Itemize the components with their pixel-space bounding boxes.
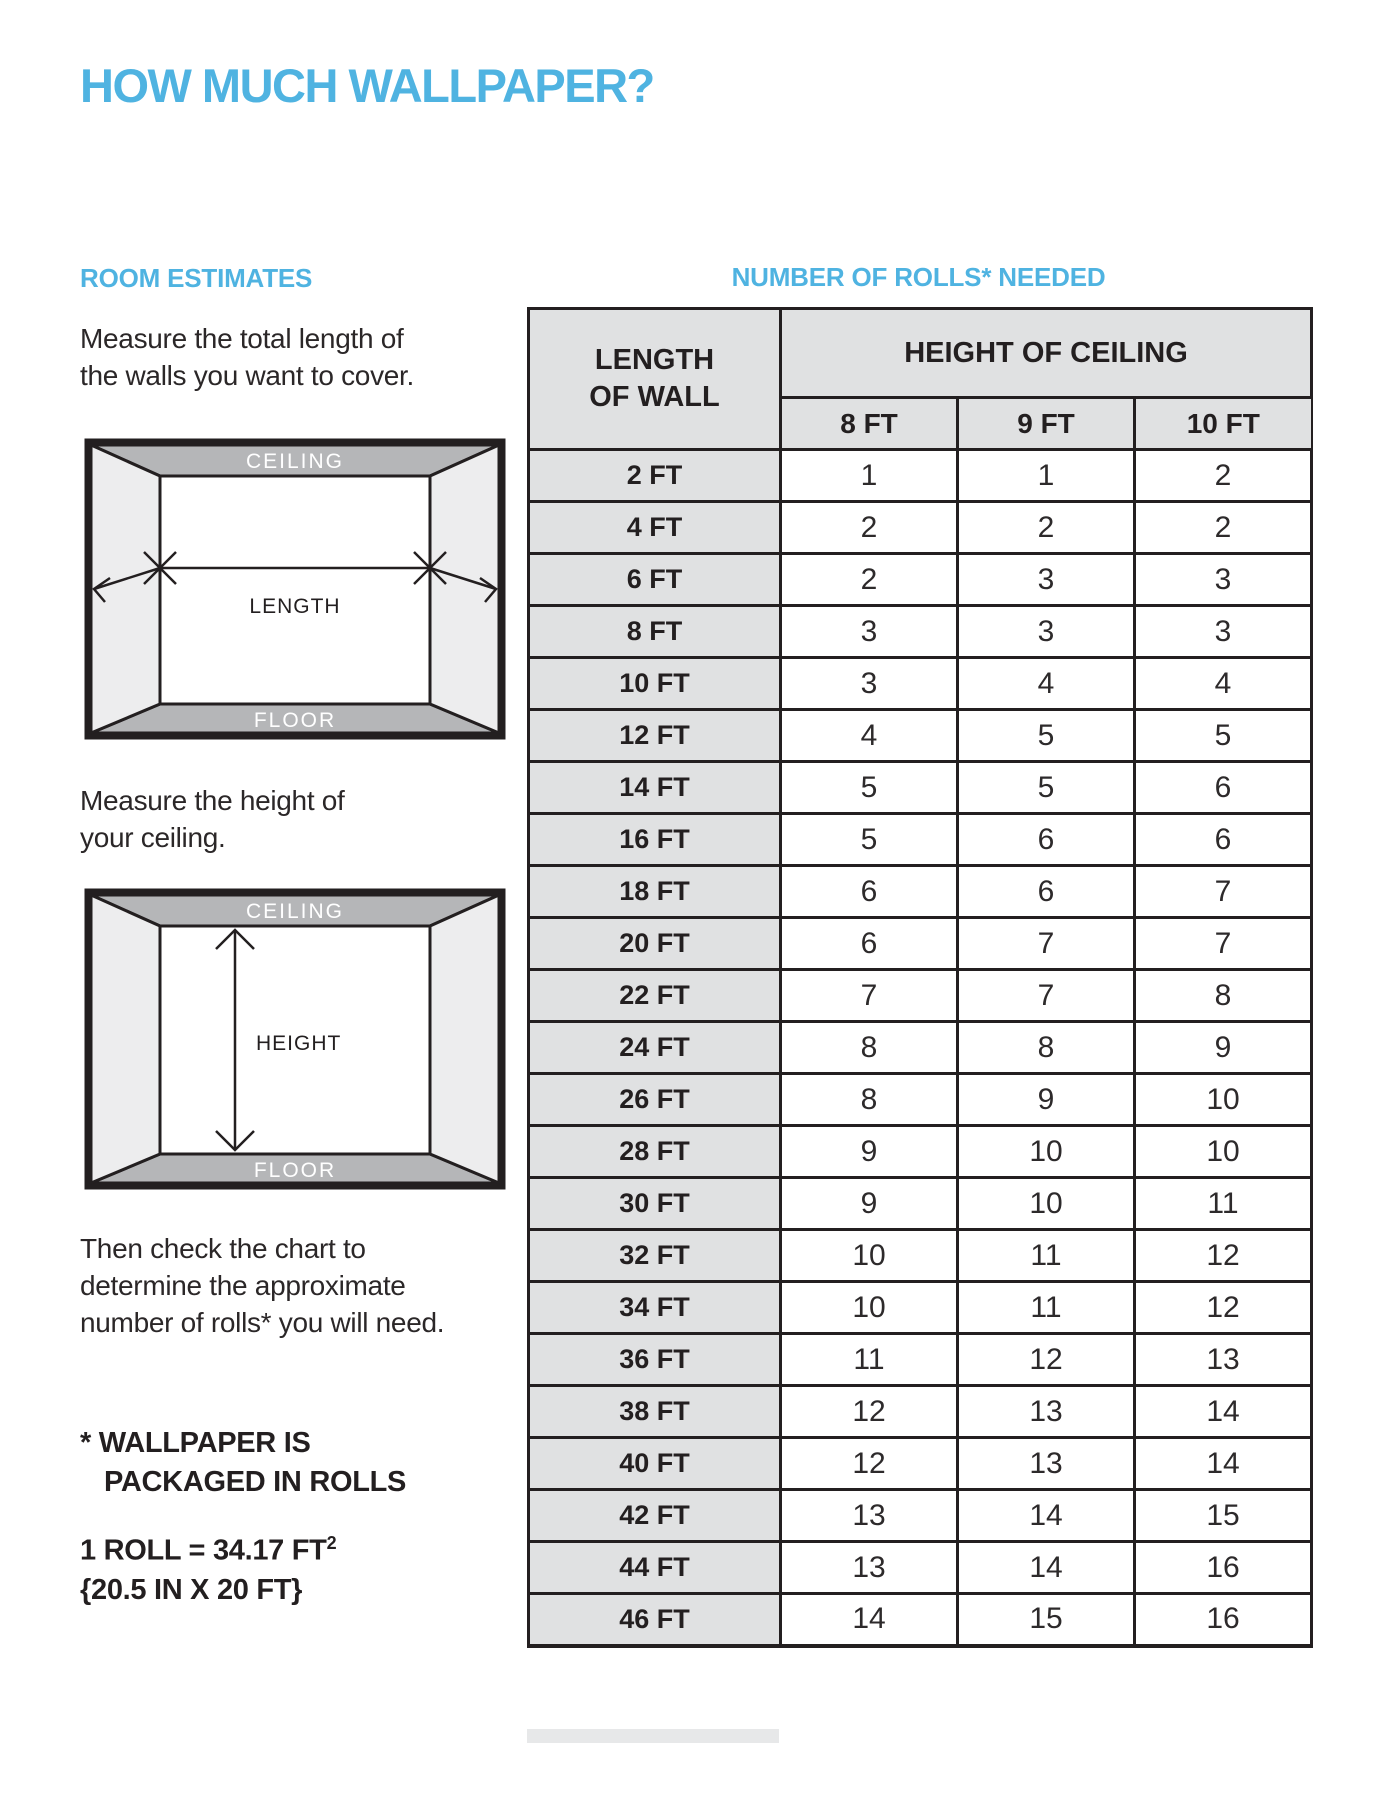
rolls-count-cell: 5 [958, 710, 1135, 762]
wall-length-label: 12 FT [529, 710, 781, 762]
ceiling-label: CEILING [245, 450, 345, 473]
table-row [529, 1334, 1312, 1386]
table-row [529, 1490, 1312, 1542]
room-estimates-heading: ROOM ESTIMATES [80, 263, 313, 293]
rolls-count-cell: 10 [1135, 1074, 1312, 1126]
wall-length-label: 2 FT [529, 450, 781, 502]
wall-length-label: 18 FT [529, 866, 781, 918]
col-header-10ft: 10 FT [1135, 398, 1312, 450]
rolls-count-cell: 10 [1135, 1126, 1312, 1178]
room-height-diagram [84, 888, 506, 1190]
rolls-count-cell: 14 [958, 1542, 1135, 1594]
rolls-count-cell: 3 [958, 554, 1135, 606]
rolls-needed-heading: NUMBER OF ROLLS* NEEDED [731, 262, 1106, 292]
wall-length-label: 30 FT [529, 1178, 781, 1230]
height-label: HEIGHT [256, 1032, 342, 1055]
wall-length-label: 36 FT [529, 1334, 781, 1386]
rolls-count-cell: 4 [958, 658, 1135, 710]
rolls-count-cell: 15 [958, 1594, 1135, 1646]
wall-length-label: 10 FT [529, 658, 781, 710]
wall-length-label: 34 FT [529, 1282, 781, 1334]
instruction-measure-length [80, 320, 414, 394]
rolls-count-cell: 3 [781, 658, 958, 710]
rolls-count-cell: 12 [1135, 1282, 1312, 1334]
rolls-count-cell: 8 [781, 1022, 958, 1074]
table-row [529, 450, 1312, 502]
table-row [529, 1594, 1312, 1646]
rolls-count-cell: 8 [781, 1074, 958, 1126]
rolls-count-cell: 3 [1135, 606, 1312, 658]
rolls-count-cell: 10 [781, 1230, 958, 1282]
wall-length-label: 14 FT [529, 762, 781, 814]
wall-length-label: 26 FT [529, 1074, 781, 1126]
wall-length-label: 28 FT [529, 1126, 781, 1178]
rolls-count-cell: 13 [958, 1438, 1135, 1490]
table-row [529, 814, 1312, 866]
rolls-count-cell: 6 [958, 866, 1135, 918]
table-row [529, 1126, 1312, 1178]
rolls-count-cell: 11 [1135, 1178, 1312, 1230]
rolls-count-cell: 6 [1135, 814, 1312, 866]
floor-label: FLOOR [253, 709, 337, 732]
rolls-count-cell: 14 [1135, 1386, 1312, 1438]
wall-length-label: 32 FT [529, 1230, 781, 1282]
rolls-count-cell: 9 [1135, 1022, 1312, 1074]
rolls-count-cell: 9 [958, 1074, 1135, 1126]
roll-size-info [80, 1524, 336, 1610]
instruction-check-chart [80, 1230, 444, 1341]
instruction-line: Then check the chart to [80, 1233, 366, 1264]
wall-length-label: 8 FT [529, 606, 781, 658]
footnote-line: * WALLPAPER IS [80, 1427, 311, 1459]
rolls-count-cell: 3 [781, 606, 958, 658]
rolls-count-cell: 15 [1135, 1490, 1312, 1542]
table-row [529, 1282, 1312, 1334]
left-wall-panel [91, 895, 160, 1183]
rolls-count-cell: 2 [1135, 450, 1312, 502]
wall-length-label: 40 FT [529, 1438, 781, 1490]
roll-equation [80, 1524, 336, 1571]
roll-equation-text: 1 ROLL = 34.17 FT [80, 1534, 327, 1567]
col-header-8ft: 8 FT [781, 398, 958, 450]
rolls-count-cell: 6 [958, 814, 1135, 866]
rolls-count-cell: 7 [958, 918, 1135, 970]
corner-header-cell [529, 309, 781, 450]
table-row [529, 606, 1312, 658]
rolls-count-cell: 4 [1135, 658, 1312, 710]
rolls-count-cell: 8 [1135, 970, 1312, 1022]
rolls-count-cell: 8 [958, 1022, 1135, 1074]
left-wall-panel [91, 445, 160, 733]
rolls-count-cell: 5 [781, 814, 958, 866]
rolls-count-cell: 2 [1135, 502, 1312, 554]
rolls-count-cell: 13 [1135, 1334, 1312, 1386]
rolls-table-body [529, 309, 1312, 1646]
rolls-count-cell: 14 [1135, 1438, 1312, 1490]
wall-length-label: 38 FT [529, 1386, 781, 1438]
wall-length-label: 42 FT [529, 1490, 781, 1542]
rolls-count-cell: 12 [781, 1438, 958, 1490]
rolls-count-cell: 6 [781, 866, 958, 918]
table-row [529, 970, 1312, 1022]
rolls-count-cell: 6 [781, 918, 958, 970]
rolls-count-cell: 13 [958, 1386, 1135, 1438]
table-row [529, 1074, 1312, 1126]
rolls-count-cell: 5 [958, 762, 1135, 814]
length-label: LENGTH [249, 595, 341, 618]
wall-length-label: 24 FT [529, 1022, 781, 1074]
table-row [529, 658, 1312, 710]
instruction-line: the walls you want to cover. [80, 360, 414, 391]
table-row [529, 918, 1312, 970]
rolls-count-cell: 3 [958, 606, 1135, 658]
table-header-row-1 [529, 309, 1312, 398]
rolls-count-cell: 2 [781, 502, 958, 554]
table-row [529, 1438, 1312, 1490]
wall-length-label: 44 FT [529, 1542, 781, 1594]
table-row [529, 502, 1312, 554]
rolls-count-cell: 2 [958, 502, 1135, 554]
room-length-diagram [84, 438, 506, 740]
wall-length-label: 16 FT [529, 814, 781, 866]
rolls-count-cell: 11 [958, 1282, 1135, 1334]
table-row [529, 1230, 1312, 1282]
corner-header-line: OF WALL [589, 381, 720, 413]
rolls-count-cell: 12 [1135, 1230, 1312, 1282]
rolls-count-cell: 7 [1135, 866, 1312, 918]
table-row [529, 1178, 1312, 1230]
rolls-count-cell: 3 [1135, 554, 1312, 606]
corner-header-line: LENGTH [594, 344, 715, 376]
roll-dimensions: {20.5 IN X 20 FT} [80, 1573, 303, 1606]
rolls-count-cell: 14 [958, 1490, 1135, 1542]
rolls-count-cell: 10 [958, 1126, 1135, 1178]
rolls-count-cell: 13 [781, 1490, 958, 1542]
instruction-line: Measure the total length of [80, 323, 404, 354]
rolls-count-cell: 10 [781, 1282, 958, 1334]
rolls-count-cell: 9 [781, 1178, 958, 1230]
wall-length-label: 4 FT [529, 502, 781, 554]
rolls-footnote [80, 1424, 406, 1502]
table-row [529, 1022, 1312, 1074]
right-wall-panel [430, 895, 499, 1183]
table-row [529, 710, 1312, 762]
instruction-line: number of rolls* you will need. [80, 1307, 445, 1338]
ceiling-label: CEILING [245, 900, 345, 923]
rolls-count-cell: 12 [781, 1386, 958, 1438]
table-row [529, 1386, 1312, 1438]
footnote-line: PACKAGED IN ROLLS [104, 1466, 407, 1498]
rolls-count-cell: 5 [1135, 710, 1312, 762]
table-row [529, 866, 1312, 918]
table-row [529, 554, 1312, 606]
wall-length-label: 22 FT [529, 970, 781, 1022]
rolls-count-cell: 12 [958, 1334, 1135, 1386]
rolls-count-cell: 4 [781, 710, 958, 762]
rolls-count-cell: 16 [1135, 1542, 1312, 1594]
rolls-count-cell: 11 [781, 1334, 958, 1386]
wall-length-label: 46 FT [529, 1594, 781, 1646]
rolls-count-cell: 14 [781, 1594, 958, 1646]
instruction-line: determine the approximate [80, 1270, 406, 1301]
rolls-count-cell: 6 [1135, 762, 1312, 814]
rolls-count-cell: 9 [781, 1126, 958, 1178]
rolls-count-cell: 7 [1135, 918, 1312, 970]
table-row [529, 1542, 1312, 1594]
page-title: HOW MUCH WALLPAPER? [80, 59, 654, 112]
wall-length-label: 20 FT [529, 918, 781, 970]
instruction-line: your ceiling. [80, 822, 226, 853]
table-row [529, 762, 1312, 814]
wall-length-label: 6 FT [529, 554, 781, 606]
right-wall-panel [430, 445, 499, 733]
rolls-count-cell: 7 [781, 970, 958, 1022]
floor-label: FLOOR [253, 1159, 337, 1182]
height-of-ceiling-header: HEIGHT OF CEILING [781, 309, 1312, 398]
rolls-count-cell: 11 [958, 1230, 1135, 1282]
rolls-count-cell: 13 [781, 1542, 958, 1594]
rolls-count-cell: 1 [781, 450, 958, 502]
instruction-measure-height [80, 782, 345, 856]
col-header-9ft: 9 FT [958, 398, 1135, 450]
back-wall-panel [160, 476, 430, 704]
instruction-line: Measure the height of [80, 785, 345, 816]
label-column-footer-strip [527, 1729, 779, 1743]
rolls-count-cell: 7 [958, 970, 1135, 1022]
rolls-count-cell: 10 [958, 1178, 1135, 1230]
rolls-count-cell: 16 [1135, 1594, 1312, 1646]
rolls-table [527, 307, 1313, 1648]
rolls-count-cell: 1 [958, 450, 1135, 502]
rolls-count-cell: 5 [781, 762, 958, 814]
roll-equation-exponent: 2 [326, 1533, 337, 1553]
rolls-count-cell: 2 [781, 554, 958, 606]
